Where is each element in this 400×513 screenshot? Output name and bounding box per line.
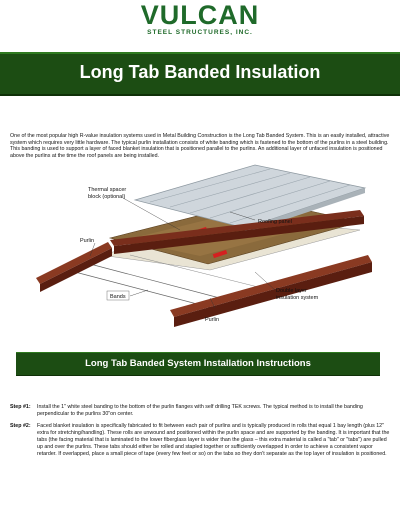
company-logo: VULCAN xyxy=(140,0,260,30)
section-banner xyxy=(16,352,380,376)
purlin-left xyxy=(36,242,112,284)
label-bands: Bands xyxy=(110,294,126,300)
company-subtitle: STEEL STRUCTURES, INC. xyxy=(147,29,253,36)
label-double-layer-1: Double layer xyxy=(276,288,307,294)
label-double-layer-2: insulation system xyxy=(276,295,319,301)
step-text: Faced blanket insulation is specifically fabricated to fit between each pair of purlins and is typically produced in rolls that equal 1 bay length (plus 12" extra for stretching/handling). These rolls are unwound and positioned within the purlin space and are supported by the banding. It is important that the tabs (the facing material that is laminated to the lower fiberglass layer is wider than the glass – this extra material is called a "tab" or "tabs") are pulled up and over the purlins. These tabs should either be rolled and stapled together or sufficiently overlapped in order to achieve a consistent vapor retarder. If overlapped, place a small piece of tape (every few feet or so) on the tabs so they don't separate as the top layer of insulation is positioned. xyxy=(37,423,390,457)
label-purlin-bottom: Purlin xyxy=(205,317,220,323)
step-text: Install the 1" white steel banding to the bottom of the purlin flanges with self drilling TEK screws. The typical method is to install the banding perpendicular to the purlins 30"on center. xyxy=(37,404,363,417)
intro-paragraph: One of the most popular high R-value insulation systems used in Metal Building Construction is the Long Tab Banded System. This is an easily installed, attractive system which requires very little hardware. The typical purlin installation consists of white banding which is fastened to the bottom of the purlins in a steel building. This banding is used to support a layer of faced blanket insulation that is positioned parallel to the purlins. An additional layer of unfaced insulation is positioned above the purlins at the time the roof panels are being installed. xyxy=(10,133,390,160)
leader-bands xyxy=(130,290,148,296)
insulation-diagram xyxy=(30,160,380,340)
step-label: Step #1: xyxy=(10,404,31,410)
label-roofing-panel: Roofing panel xyxy=(258,219,292,225)
label-thermal-spacer-1: Thermal spacer xyxy=(88,187,127,193)
label-purlin-left: Purlin xyxy=(80,238,95,244)
purlin-front-web xyxy=(174,262,372,327)
title-banner xyxy=(0,52,400,96)
label-thermal-spacer-2: block (optional) xyxy=(88,194,126,200)
step-label: Step #2: xyxy=(10,423,31,429)
step-item xyxy=(10,423,392,458)
page-title: Long Tab Banded Insulation xyxy=(79,62,321,82)
section-title: Long Tab Banded System Installation Instructions xyxy=(85,358,311,369)
purlin-left-web xyxy=(40,248,112,292)
step-item xyxy=(10,404,392,418)
